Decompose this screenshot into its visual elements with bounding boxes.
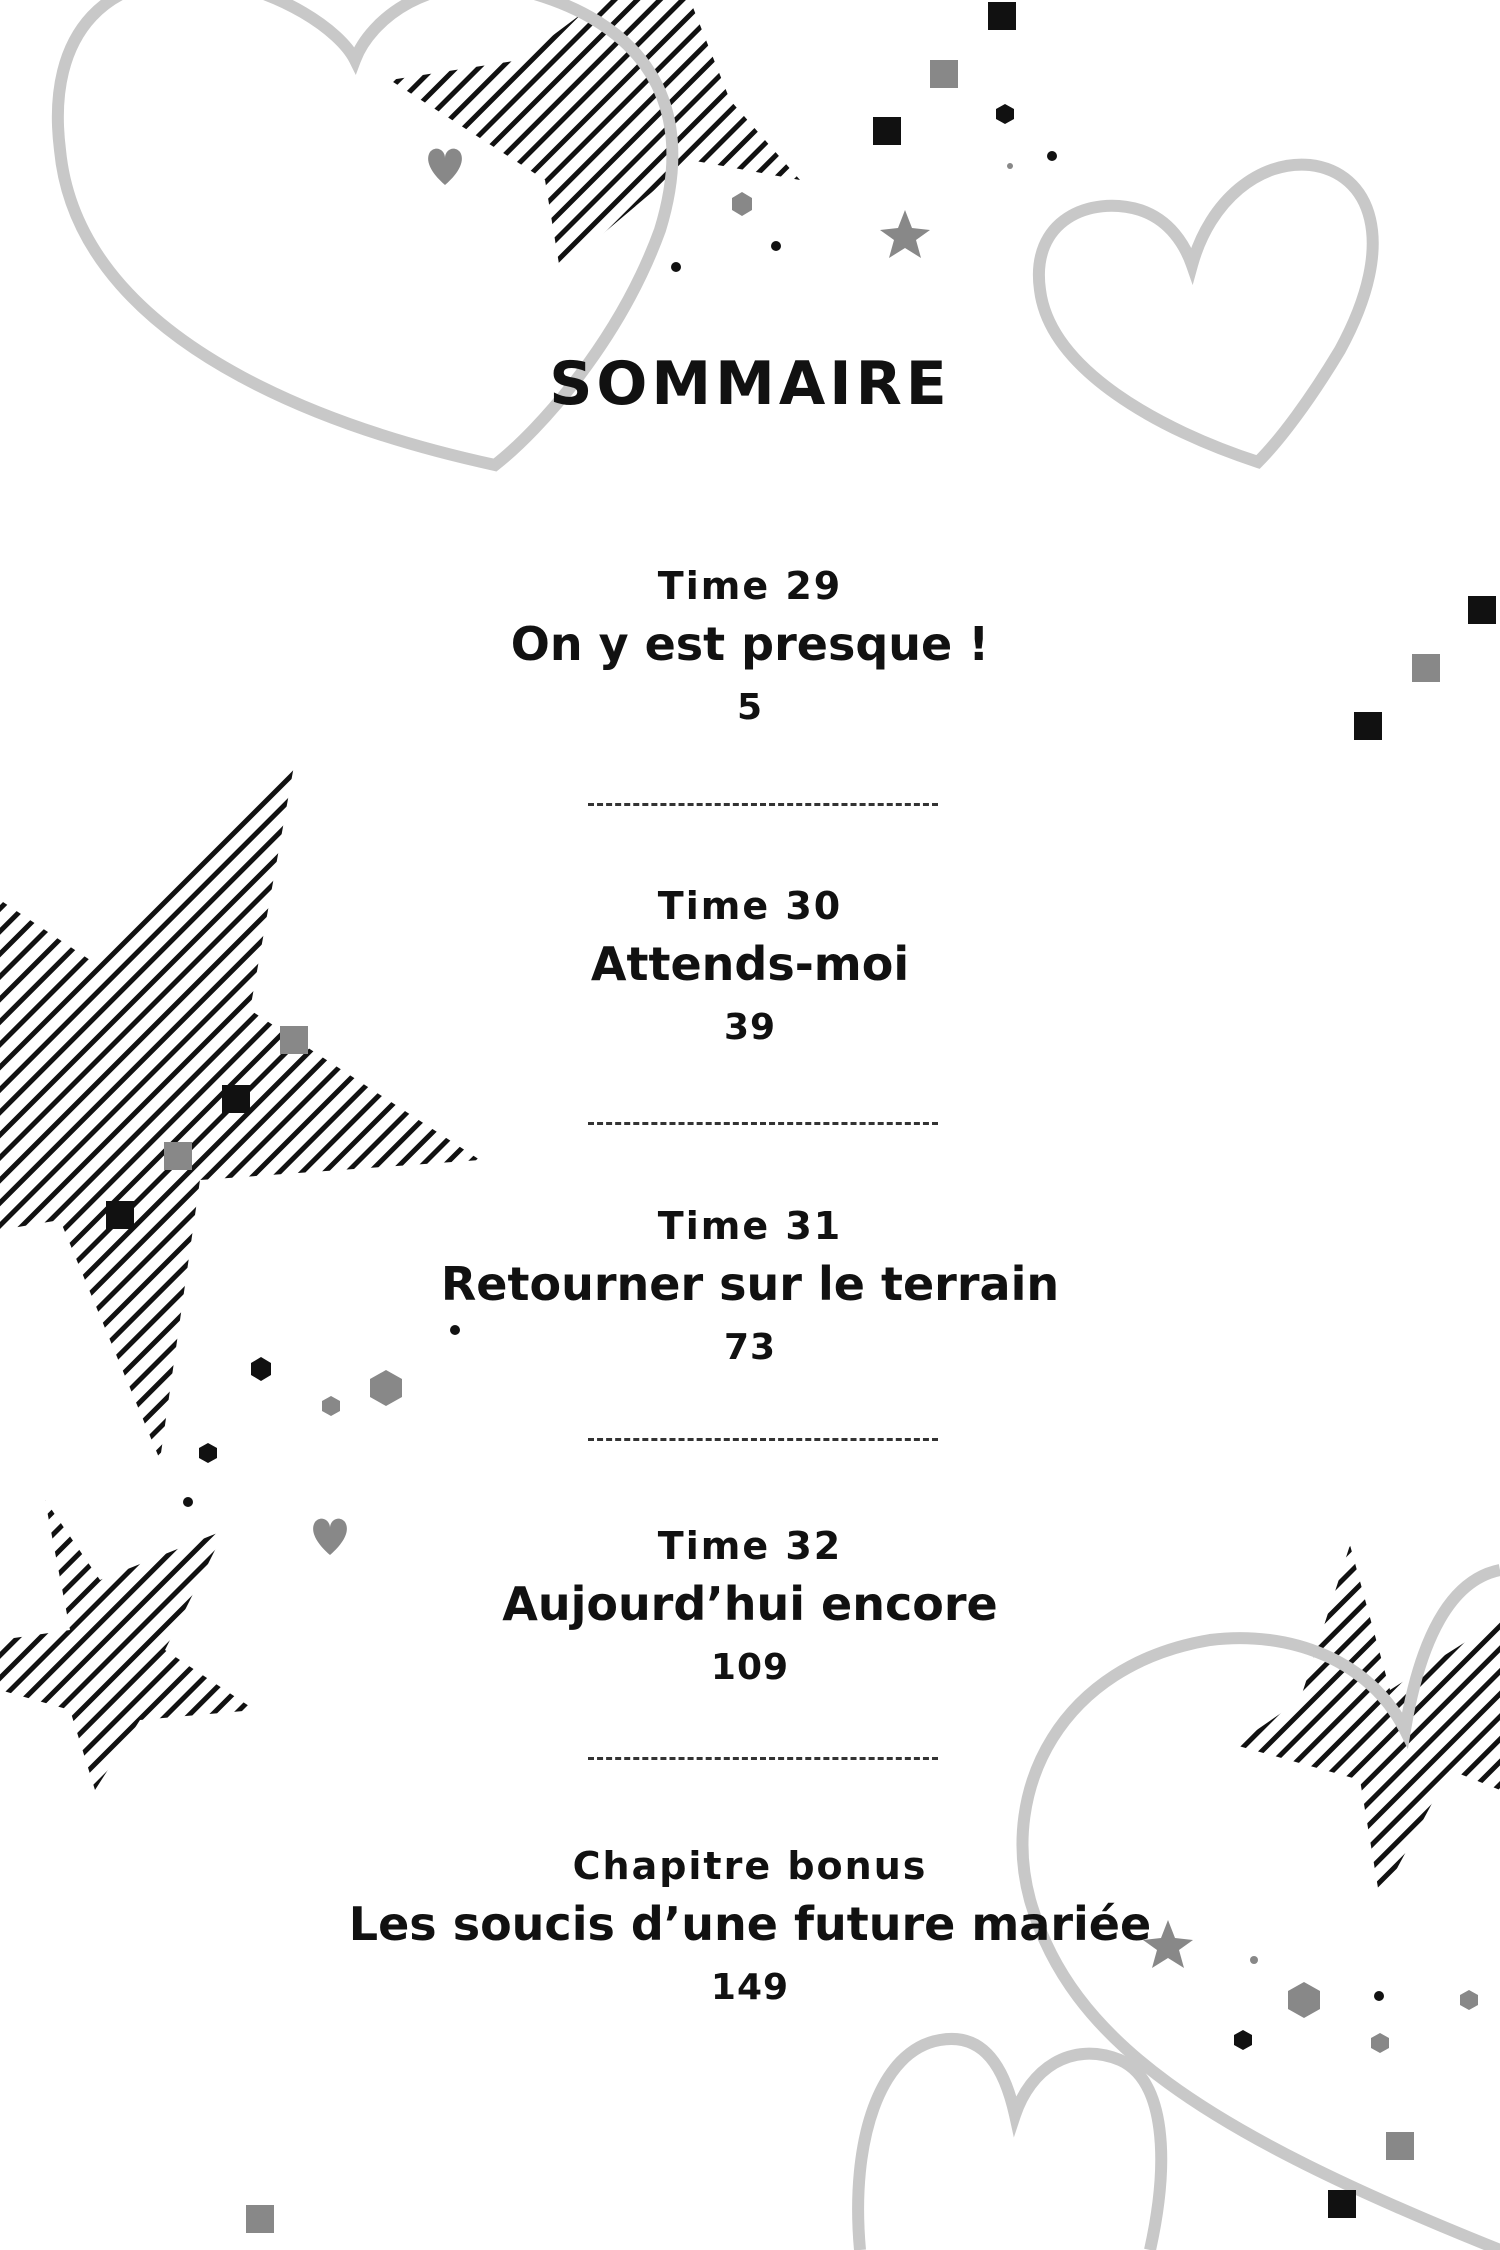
star-icon bbox=[390, 0, 800, 270]
confetti-dot bbox=[771, 241, 781, 251]
confetti-hexagon bbox=[322, 1396, 340, 1416]
confetti-square bbox=[164, 1142, 192, 1170]
toc-entry[interactable] bbox=[0, 1522, 1500, 1692]
confetti-square bbox=[246, 2205, 274, 2233]
confetti-hexagon bbox=[732, 192, 752, 216]
entry-page-number: 5 bbox=[736, 687, 764, 728]
confetti-hexagon bbox=[199, 1443, 217, 1463]
entry-title: Attends-moi bbox=[590, 937, 910, 991]
entry-label: Time 32 bbox=[657, 1524, 843, 1568]
entry-title: Aujourd’hui encore bbox=[502, 1577, 998, 1631]
confetti-square bbox=[222, 1085, 250, 1113]
entry-title: On y est presque ! bbox=[510, 617, 990, 671]
confetti-dot bbox=[183, 1497, 193, 1507]
divider bbox=[588, 803, 938, 806]
entry-label: Time 31 bbox=[657, 1204, 843, 1248]
page-title: SOMMAIRE bbox=[549, 349, 951, 419]
entry-label: Time 29 bbox=[657, 564, 843, 608]
confetti-hexagon bbox=[1234, 2030, 1252, 2050]
confetti-square bbox=[930, 60, 958, 88]
heart-outline-icon bbox=[858, 2039, 1161, 2250]
confetti-square bbox=[873, 117, 901, 145]
confetti-square bbox=[988, 2, 1016, 30]
confetti-square bbox=[1386, 2132, 1414, 2160]
divider bbox=[588, 1757, 938, 1760]
entry-title: Les soucis d’une future mariée bbox=[348, 1897, 1152, 1951]
confetti-dot bbox=[671, 262, 681, 272]
confetti-hexagon bbox=[370, 1370, 402, 1406]
entry-page-number: 149 bbox=[710, 1967, 790, 2008]
confetti-dot bbox=[1047, 151, 1057, 161]
toc-entry[interactable] bbox=[0, 882, 1500, 1052]
toc-entry[interactable] bbox=[0, 1202, 1500, 1372]
entry-label: Time 30 bbox=[657, 884, 843, 928]
toc-entry[interactable] bbox=[0, 1842, 1500, 2012]
confetti-hexagon bbox=[996, 104, 1014, 124]
entry-title: Retourner sur le terrain bbox=[440, 1257, 1060, 1311]
entry-label: Chapitre bonus bbox=[572, 1844, 928, 1888]
entry-page-number: 109 bbox=[710, 1647, 790, 1688]
entry-page-number: 73 bbox=[723, 1327, 777, 1368]
confetti-dot bbox=[1007, 163, 1013, 169]
confetti-hexagon bbox=[1371, 2033, 1389, 2053]
divider bbox=[588, 1438, 938, 1441]
confetti-square bbox=[1328, 2190, 1356, 2218]
heart-icon bbox=[428, 149, 462, 185]
small-star-icon bbox=[880, 210, 930, 258]
divider bbox=[588, 1122, 938, 1125]
toc-entry[interactable] bbox=[0, 562, 1500, 732]
entry-page-number: 39 bbox=[723, 1007, 777, 1048]
